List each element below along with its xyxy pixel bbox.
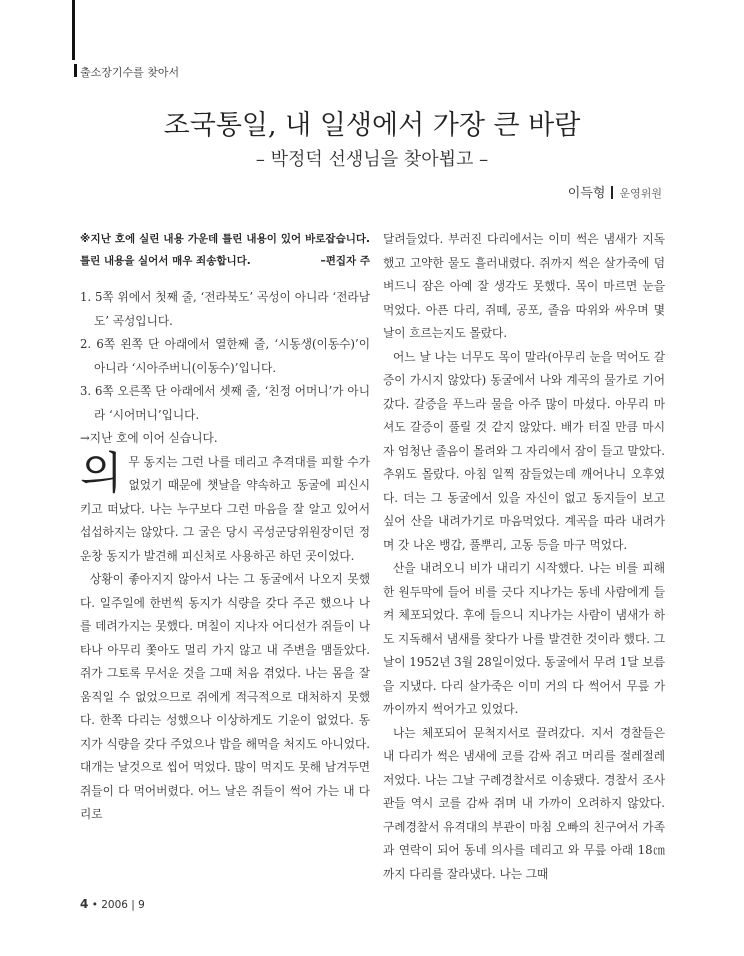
header-rule <box>72 0 75 60</box>
correction-item: 1. 5쪽 위에서 첫째 줄, ‘전라북도’ 곡성이 아니라 ‘전라남도’ 곡성입니다. <box>80 290 370 328</box>
body-paragraph: 어느 날 나는 너무도 목이 말라(아무리 눈을 먹어도 갈증이 가시지 않았다) 동굴에서 나와 계곡의 물가로 기어갔다. 갈증을 푸느라 물을 아주 많이 마셨다. 아무리 마셔도 갈증이 풀릴 것 같지 않았다. 배가 터질 만큼 마시자 엄청난 졸음이 몰려와 그 자리에서 잠이 들고 말았다. 추위도 몰랐다. 아침 일찍 잠들었는데 깨어나니 오후였다. 더는 그 동굴에서 있을 자신이 없고 동지들이 보고 싶어 산을 내려가기로 마음먹었다. 계곡을 따라 내려가며 갓 나온 뱅갑, 풀뿌리, 고동 등을 마구 먹었다. <box>383 349 665 552</box>
page-number: 4 <box>80 897 89 911</box>
author-separator <box>611 186 613 199</box>
correction-list <box>80 286 370 427</box>
body-paragraph-text: 무 동지는 그런 나를 데리고 추격대를 피할 수가 없었기 때문에 챗날을 약속하고 동굴에 피신시키고 떠났다. 나는 누구보다 그런 마음을 잘 알고 있어서 섭섭하지는 않았다. 그 굴은 당시 곡성군당위원장이던 정운창 동지가 발견해 피신처로 사용하곤 하던 곳이었다. <box>80 454 370 563</box>
page-footer <box>80 897 145 911</box>
editor-note: –편집자 주 <box>320 255 370 267</box>
author-name: 이득형 <box>567 186 606 201</box>
right-column <box>383 228 665 886</box>
body-paragraph: 산을 내려오니 비가 내리기 시작했다. 나는 비를 피해 한 원두막에 들어 비를 긋다 지나가는 동네 사람에게 들켜 체포되었다. 후에 들으니 지나가는 사람이 냄새가 하도 지독해서 냄새를 찾다가 나를 발견한 것이라 했다. 그날이 1952년 3월 28일이었다. 동굴에서 무려 1달 보름을 지냈다. 다리 살가죽은 이미 거의 다 썩어서 무릎 가까이까지 썩어가고 있었다. <box>383 561 665 716</box>
drop-cap: 의 <box>80 447 123 499</box>
author-line <box>568 182 662 201</box>
article-title: 조국통일, 내 일생에서 가장 큰 바람 <box>163 110 581 141</box>
body-paragraph: 나는 체포되어 문척지서로 끌려갔다. 지서 경찰들은 내 다리가 썩은 냄새에 코를 감싸 쥐고 머리를 절레절레 저었다. 나는 그날 구례경찰서로 이송됐다. 경찰서 조사관들 역시 코를 감싸 쥐며 내 가까이 오려하지 않았다. 구례경찰서 유격대의 부관이 마침 오빠의 친구여서 가족과 연락이 되어 동네 의사를 데리고 와 무릎 아래 18㎝까지 다리를 잘라냈다. 나는 그때 <box>383 725 665 881</box>
correction-item: 2. 6쪽 왼쪽 단 아래에서 열한째 줄, ‘시동생(이동수)’이 아니라 ‘시아주버니(이동수)’입니다. <box>80 337 370 375</box>
footer-bullet: • <box>91 899 102 911</box>
issue-date: 2006 | 9 <box>101 899 145 911</box>
correction-notice-text: ※지난 호에 실린 내용 가운데 틀린 내용이 있어 바로잡습니다. 틀린 내용을 실어서 매우 죄송합니다. <box>80 233 370 267</box>
article-subtitle: – 박정덕 선생님을 찾아뵙고 – <box>255 149 489 170</box>
left-column <box>80 228 370 827</box>
body-paragraph <box>80 447 370 569</box>
section-marker <box>74 64 77 77</box>
correction-notice <box>80 228 370 272</box>
correction-item: 3. 6쪽 오른쪽 단 아래에서 셋째 줄, ‘친정 어머니’가 아니라 ‘시어머니’입니다. <box>80 384 370 422</box>
continued-note: →지난 호에 이어 싣습니다. <box>80 431 218 445</box>
body-paragraph: 상황이 좋아지지 않아서 나는 그 동굴에서 나오지 못했다. 일주일에 한번씩 동지가 식량을 갖다 주곤 했으나 나를 데려가지는 못했다. 며칠이 지나자 어디선가 쥐들이 나타나 아무리 쫓아도 멀리 가지 않고 내 주변을 맴돌았다. 쥐가 그토록 무서운 것을 그때 처음 겪었다. 나는 몸을 잘 움직일 수 없었으므로 쥐에게 적극적으로 대처하지 못했다. 한쪽 다리는 성했으나 이상하게도 기운이 없었다. 동지가 식량을 갖다 주었으나 밥을 해먹을 처지도 아니었다. 대개는 날것으로 씹어 먹었다. 많이 먹지도 못해 남겨두면 쥐들이 다 먹어버렸다. 어느 날은 쥐들이 썩어 가는 내 다리로 <box>80 572 370 821</box>
author-role: 운영위원 <box>619 187 662 200</box>
section-label: 출소장기수를 찾아서 <box>80 66 180 79</box>
body-paragraph: 달려들었다. 부러진 다리에서는 이미 썩은 냄새가 지독했고 고약한 물도 흘러내렸다. 쥐까지 썩은 살가죽에 덤벼드니 잠은 아예 잘 생각도 못했다. 목이 마르면 눈을 먹었다. 아픈 다리, 쥐떼, 공포, 졸음 따위와 싸우며 몇 날이 흐르는지도 몰랐다. <box>383 232 665 340</box>
